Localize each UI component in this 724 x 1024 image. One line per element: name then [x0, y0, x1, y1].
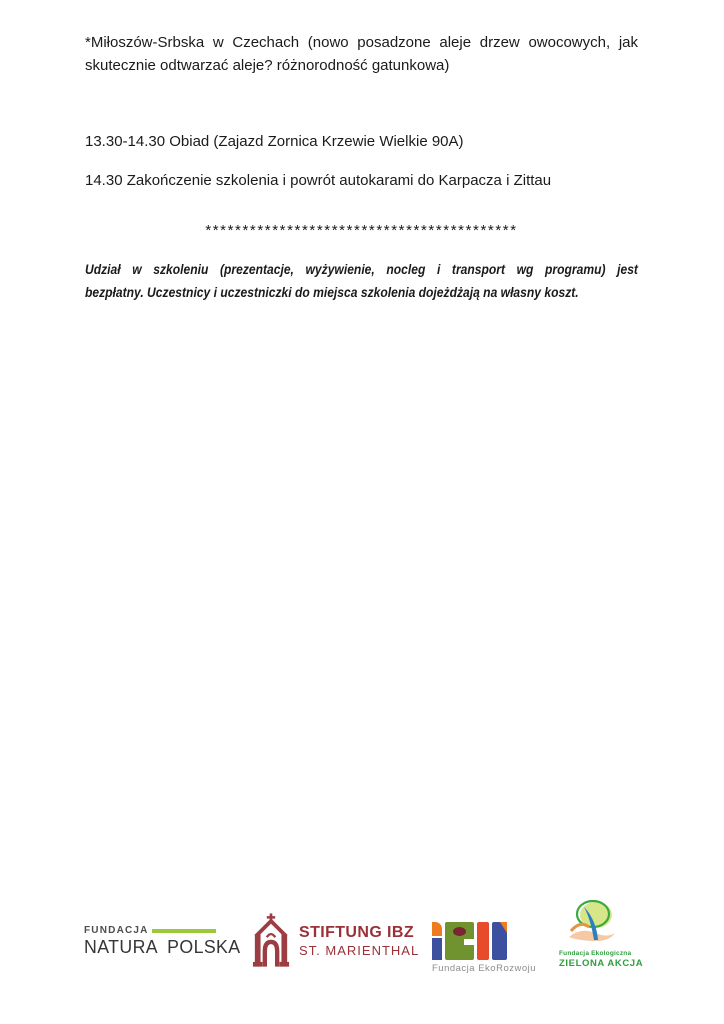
fer-letter-e-notch [464, 939, 474, 945]
fer-caption: Fundacja EkoRozwoju [432, 963, 537, 974]
fer-letter-f-orange-top [432, 922, 442, 936]
fer-letter-r [492, 922, 507, 960]
natura-polska-name: NATURA POLSKA [84, 936, 241, 957]
logo-stiftung-ibz [252, 913, 419, 969]
fer-letter-f-blue-stem [432, 938, 442, 960]
logo-fundacja-ekorozwoju [432, 920, 537, 974]
fer-letter-red-bar [477, 922, 489, 960]
intro-paragraph-line1: *Miłoszów-Srbska w Czechach (nowo posadzone aleje drzew owocowych, jak [85, 34, 638, 51]
stiftung-ibz-gate-icon [252, 913, 290, 969]
participation-note-line1: Udział w szkoleniu (prezentacje, wyżywienie, nocleg i transport wg programu) jest [85, 261, 638, 277]
fer-letter-e [445, 922, 474, 960]
stiftung-ibz-text [299, 924, 419, 958]
zielona-akcja-tree-icon [563, 899, 625, 945]
participation-note-line2: bezpłatny. Uczestnicy i uczestniczki do miejsca szkolenia dojeżdżają na własny koszt. [85, 284, 579, 300]
stiftung-ibz-subname: ST. MARIENTHAL [299, 943, 420, 958]
fer-letter-f [432, 922, 442, 960]
logo-zielona-akcja [559, 899, 644, 969]
natura-polska-top-row [84, 925, 216, 936]
fer-letter-r-orange-corner [500, 922, 507, 933]
zielona-akcja-subname: Fundacja Ekologiczna [559, 950, 632, 957]
schedule-line-end: 14.30 Zakończenie szkolenia i powrót autokarami do Karpacza i Zittau [85, 172, 552, 189]
natura-polska-green-bar [152, 929, 216, 933]
zielona-akcja-name: ZIELONA AKCJA [559, 958, 644, 969]
logo-natura-polska [84, 925, 241, 958]
intro-paragraph [85, 31, 638, 77]
asterisk-separator: ****************************************** [205, 222, 518, 239]
participation-note [85, 258, 638, 304]
schedule-line-lunch: 13.30-14.30 Obiad (Zajazd Zornica Krzewie Wielkie 90A) [85, 133, 464, 150]
stiftung-ibz-name: STIFTUNG IBZ [299, 924, 415, 941]
intro-paragraph-line2: skutecznie odtwarzać aleje? różnorodność gatunkowa) [85, 57, 450, 74]
fer-logo-mark [432, 920, 532, 960]
fer-letter-e-maroon-dot [453, 927, 466, 936]
natura-polska-fundacja-label: FUNDACJA [84, 925, 149, 936]
